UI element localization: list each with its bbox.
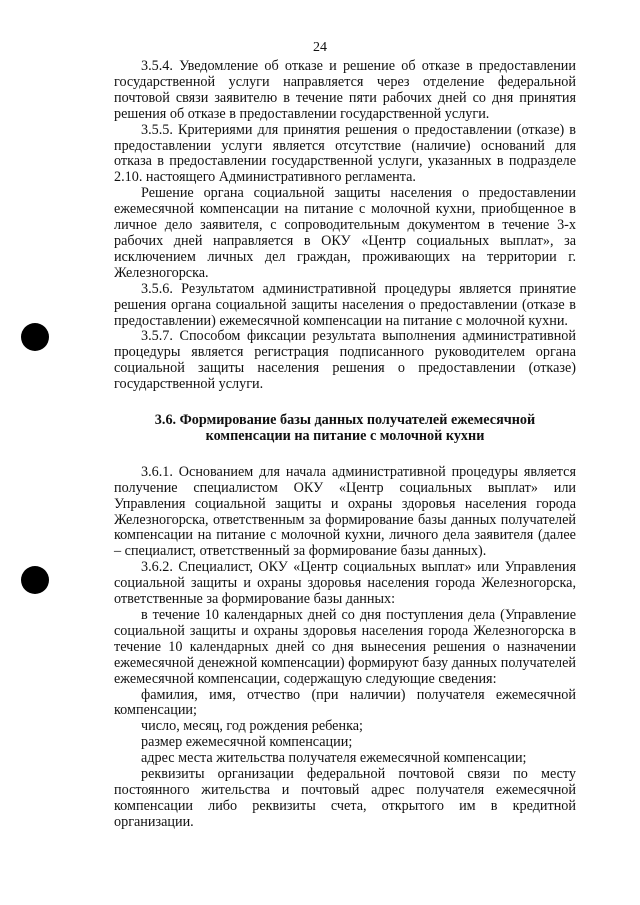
list-item-address: адрес места жительства получателя ежемесячной компенсации; xyxy=(141,750,527,767)
punch-hole-top xyxy=(21,323,49,351)
paragraph-decision-forwarding: Решение органа социальной защиты населения о предоставлении ежемесячной компенсации на питание с молочной кухни, приобщенное в личное дело заявителя, с сопроводительным документом в течение 3-х рабочих дней направляется в ОКУ «Центр социальных выплат», за исключением личных дел граждан, проживающих на территории г. Железногорска. xyxy=(114,185,576,281)
paragraph-3-6-1: 3.6.1. Основанием для начала административной процедуры является получение специалистом ОКУ «Центр социальных выплат» или Управления социальной защиты и охраны здоровья населения города Железногорска, ответственным за формирование базы данных получателей компенсации на питание с молочной кухни, личного дела заявителя (далее – специалист, ответственный за формирование базы данных). xyxy=(114,463,576,560)
paragraph-database-formation: в течение 10 календарных дней со дня поступления дела (Управление социальной защиты и охраны здоровья населения города Железногорска в течение 10 календарных дней со дня вынесения решения о назначении ежемесячной денежной компенсации) формируют базу данных получателей ежемесячной компенсации, содержащую следующие сведения: xyxy=(114,607,576,687)
list-item-compensation-amount: размер ежемесячной компенсации; xyxy=(141,734,353,751)
paragraph-3-5-4: 3.5.4. Уведомление об отказе и решение об отказе в предоставлении государственной услуги направляется через отделение федеральной почтовой связи заявителю в течение пяти рабочих дней со дня принятия решения об отказе в предоставлении государственной услуги. xyxy=(114,58,576,122)
paragraph-3-5-6: 3.5.6. Результатом административной процедуры является принятие решения органа социальной защиты населения о предоставлении (отказе в предоставлении) ежемесячной компенсации на питание с молочной кухни. xyxy=(114,280,576,329)
paragraph-3-6-2: 3.6.2. Специалист, ОКУ «Центр социальных выплат» или Управления социальной защиты и охраны здоровья населения города Железногорска, ответственные за формирование базы данных: xyxy=(114,559,576,608)
paragraph-3-5-5: 3.5.5. Критериями для принятия решения о предоставлении (отказе) в предоставлении услуги является отсутствие (наличие) оснований для отказа в предоставлении государственной услуги, указанных в подразделе 2.10. настоящего Административного регламента. xyxy=(114,121,576,186)
paragraph-3-5-7: 3.5.7. Способом фиксации результата выполнения административной процедуры является регистрация подписанного руководителем органа социальной защиты населения решения о предоставлении (отказе) государственной услуги. xyxy=(114,328,576,393)
list-item-birth-date: число, месяц, год рождения ребенка; xyxy=(141,718,363,735)
document-body xyxy=(114,59,576,831)
page-number: 24 xyxy=(313,40,327,55)
list-item-full-name: фамилия, имя, отчество (при наличии) получателя ежемесячной компенсации; xyxy=(114,686,576,719)
punch-hole-bottom xyxy=(21,566,49,594)
list-item-bank-details: реквизиты организации федеральной почтовой связи по месту постоянного жительства и почтовый адрес получателя ежемесячной компенсации либо реквизиты счета, открытого им в кредитной организации. xyxy=(114,766,576,830)
section-title-3-6: 3.6. Формирование базы данных получателей ежемесячной компенсации на питание с молочной кухни xyxy=(154,412,536,444)
